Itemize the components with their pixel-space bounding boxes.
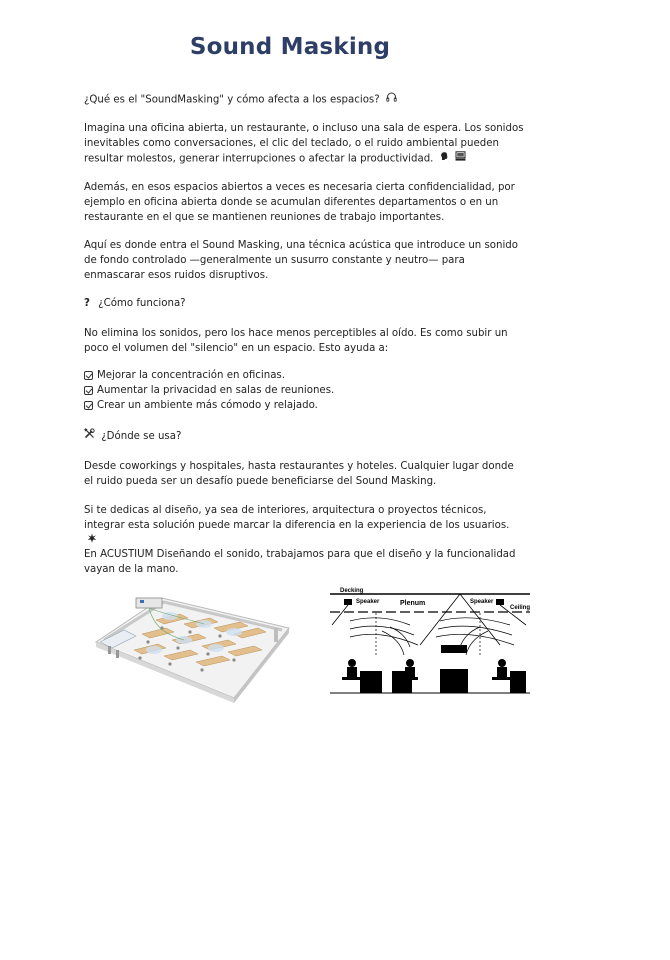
diagram-label-speaker-left: Speaker — [356, 599, 380, 605]
list-item-text: Aumentar la privacidad en salas de reuniones. — [97, 385, 335, 396]
paragraph-sound-masking: Aquí es donde entra el Sound Masking, una técnica acústica que introduce un sonido de fondo controlado —generalmente un susurro constante y neutro— para enmascarar esos ruidos disruptivos. — [84, 240, 518, 281]
page-title: Sound Masking — [189, 34, 391, 60]
paragraph-design-text: Si te dedicas al diseño, ya sea de interiores, arquitectura o proyectos técnicos, integrar esta solución puede marcar la diferencia en la experiencia de los usuarios. — [84, 505, 510, 531]
list-item-text: Crear un ambiente más cómodo y relajado. — [97, 400, 318, 411]
checkbox-checked-icon — [84, 386, 93, 395]
diagram-label-plenum: Plenum — [400, 600, 426, 607]
keyboard-computer-icon — [455, 151, 466, 166]
sound-masking-diagram — [330, 585, 530, 697]
benefits-checklist — [84, 368, 334, 413]
paragraph-noise-text: Imagina una oficina abierta, un restaurante, o incluso una sala de espera. Los sonidos inevitables como conversaciones, el clic del teclado, o el ruido ambiental pueden resultar molestos, generar interrupciones o afectar la productividad. — [84, 123, 524, 165]
speaking-head-icon — [440, 151, 450, 166]
sparkle-icon — [87, 533, 97, 548]
diagram-label-decking: Decking — [340, 588, 364, 594]
heading-where-used-text: ¿Dónde se usa? — [101, 431, 182, 442]
question-mark-icon: ? — [84, 298, 90, 309]
paragraph-how: No elimina los sonidos, pero los hace menos perceptibles al oído. Es como subir un poco el volumen del "silencio" en un espacio. Esto ayuda a: — [84, 328, 508, 354]
paragraph-design — [84, 503, 524, 549]
paragraph-acustium: En ACUSTIUM Diseñando el sonido, trabajamos para que el diseño y la funcionalidad vayan de la mano. — [84, 549, 516, 575]
checkbox-checked-icon — [84, 371, 93, 380]
intro-question — [84, 92, 524, 108]
checkbox-checked-icon — [84, 401, 93, 410]
list-item — [84, 383, 334, 398]
list-item-text: Mejorar la concentración en oficinas. — [97, 370, 285, 381]
list-item — [84, 398, 334, 413]
headphones-icon — [386, 92, 397, 107]
paragraph-confidentiality: Además, en esos espacios abiertos a veces es necesaria cierta confidencialidad, por ejemplo en oficina abierta donde se acumulan diferentes departamentos o en un restaurante en el que se mantienen reuniones de trabajo importantes. — [84, 182, 515, 223]
diagram-label-ceiling: Ceiling — [510, 605, 530, 611]
list-item — [84, 368, 334, 383]
diagram-label-speaker-right: Speaker — [470, 599, 494, 605]
paragraph-where: Desde coworkings y hospitales, hasta restaurantes y hoteles. Cualquier lugar donde el ruido pueda ser un desafío puede beneficiarse del Sound Masking. — [84, 461, 514, 487]
heading-how-it-works-text: ¿Cómo funciona? — [98, 298, 186, 309]
tools-icon — [84, 428, 95, 444]
heading-how-it-works — [84, 296, 524, 311]
intro-question-text: ¿Qué es el "SoundMasking" y cómo afecta a los espacios? — [84, 94, 380, 106]
office-layout-illustration — [84, 590, 294, 705]
paragraph-noise — [84, 121, 524, 167]
heading-where-used — [84, 428, 524, 444]
